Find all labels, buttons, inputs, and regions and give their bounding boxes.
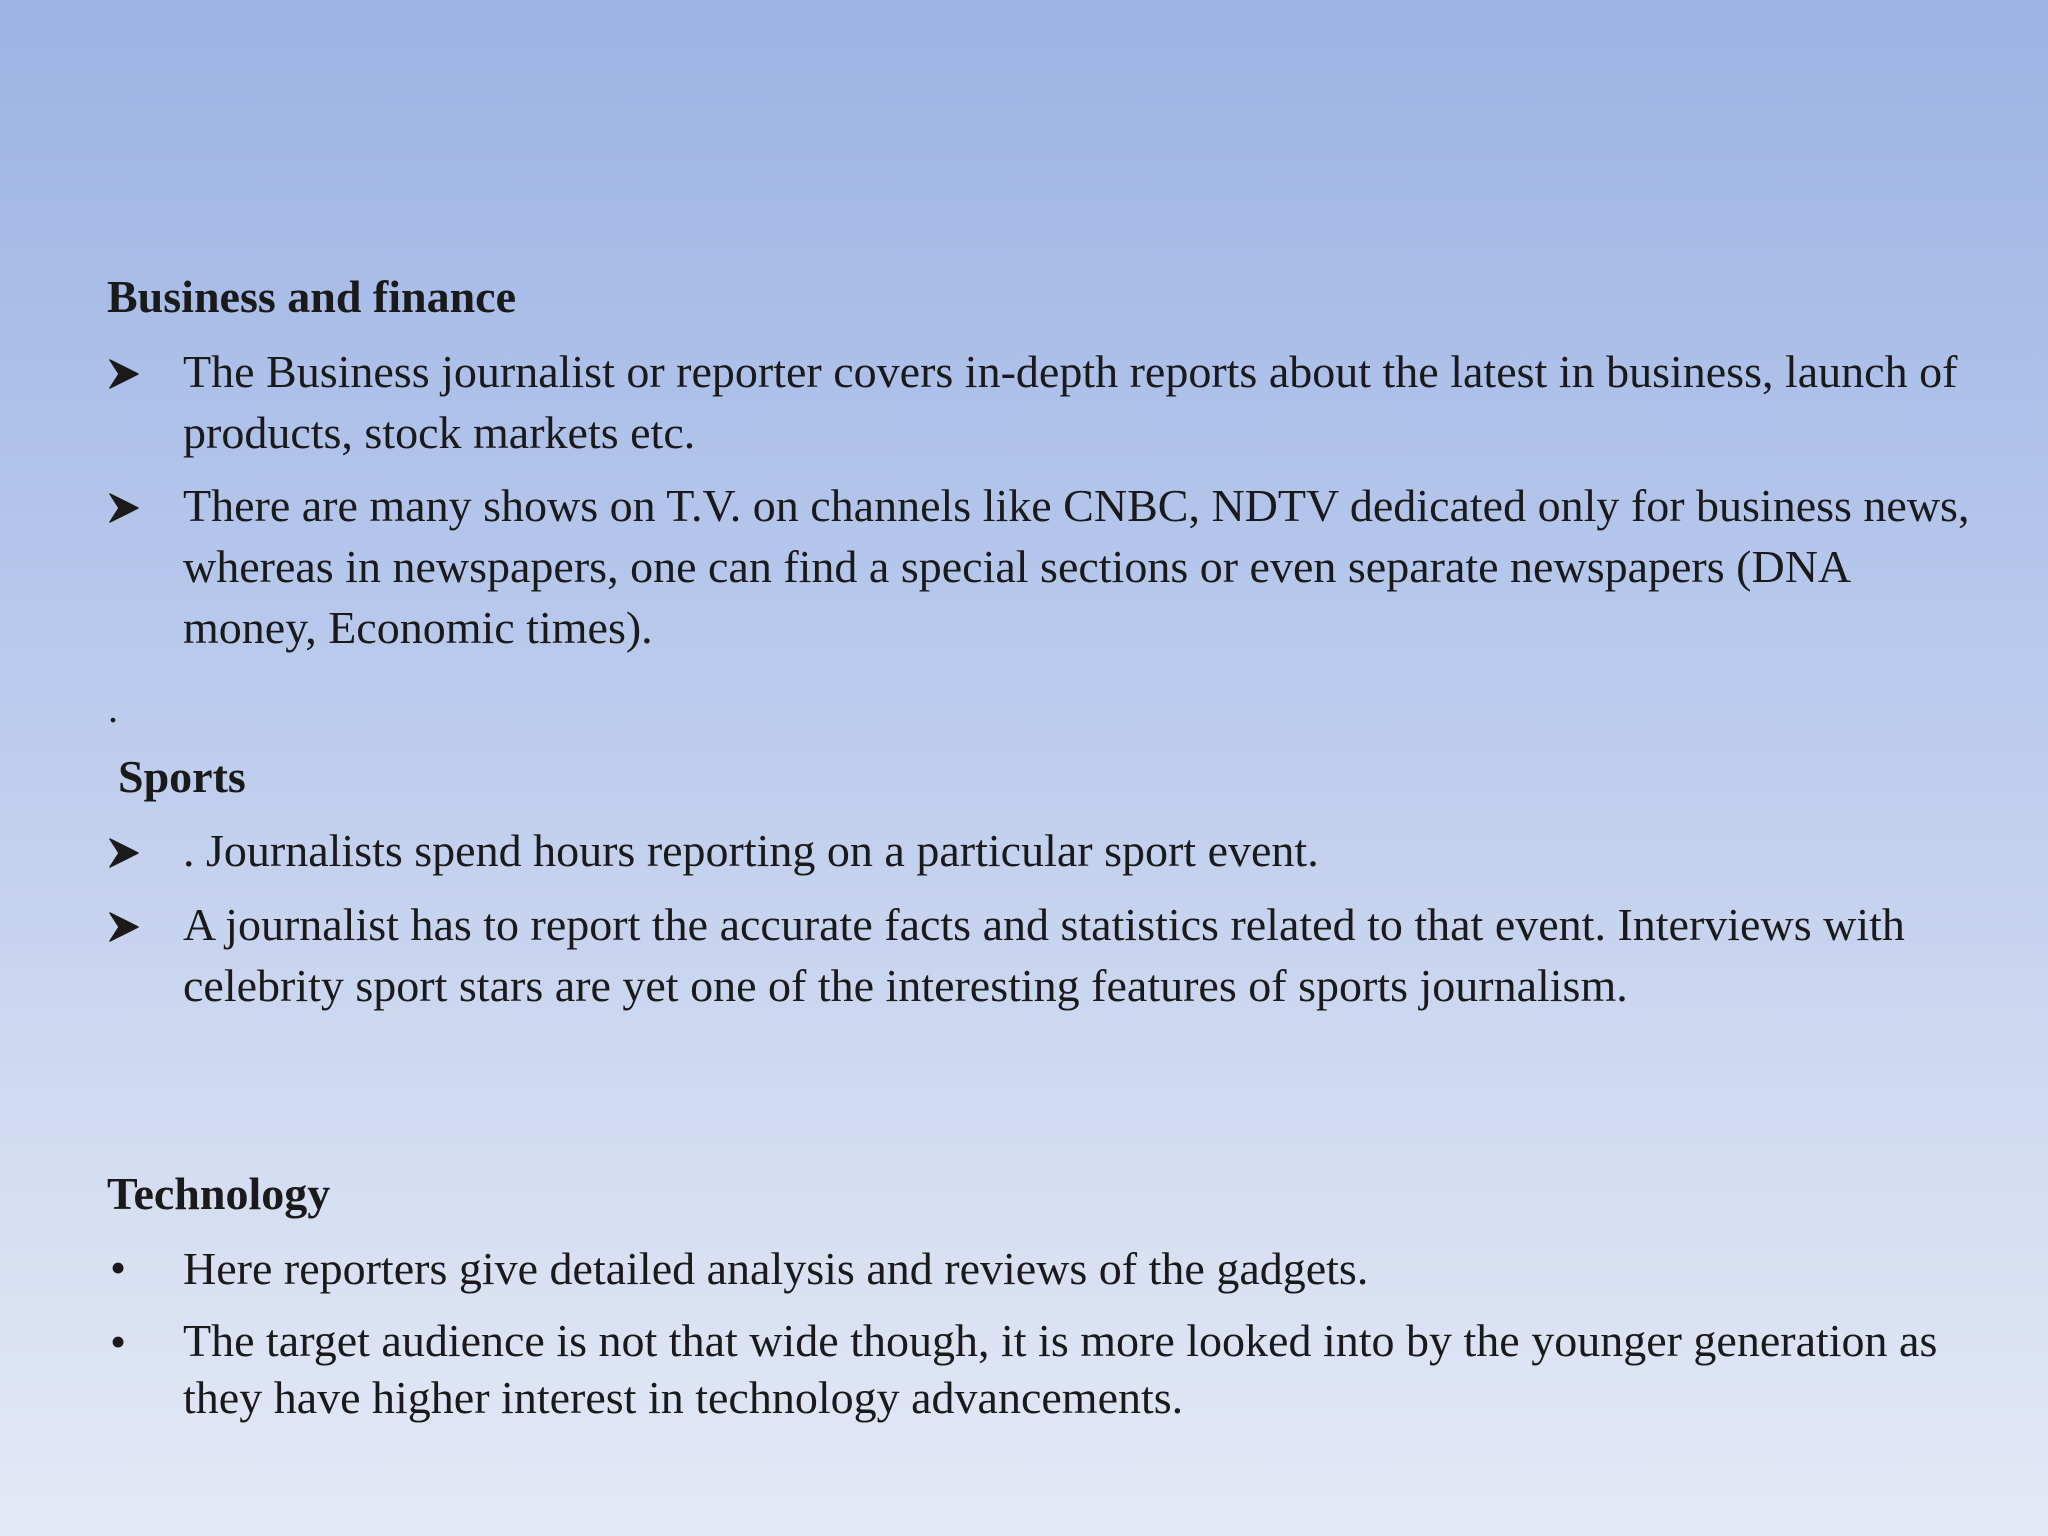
business-item-1: The Business journalist or reporter covers in-depth reports about the latest in business, launch of products, stock markets etc. <box>183 346 1958 458</box>
sports-item-1: . Journalists spend hours reporting on a particular sport event. <box>183 825 1319 876</box>
heading-business-finance: Business and finance <box>107 271 517 322</box>
sports-item-2: A journalist has to report the accurate facts and statistics related to that event. Interviews with celebrity sport stars are yet one of the interesting features of sports journalism. <box>183 899 1905 1011</box>
dot-bullet-icon: • <box>110 1242 127 1293</box>
arrow-bullet-icon <box>108 344 168 390</box>
technology-item-1: Here reporters give detailed analysis and reviews of the gadgets. <box>183 1243 1369 1294</box>
technology-item-2: The target audience is not that wide though, it is more looked into by the younger generation as they have higher interest in technology advancements. <box>183 1315 1938 1423</box>
business-item-2: There are many shows on T.V. on channels like CNBC, NDTV dedicated only for business news, whereas in newspapers, one can find a special sections or even separate newspapers (DNA money, Economic times). <box>183 480 1970 653</box>
arrow-bullet-icon <box>108 823 168 869</box>
arrow-bullet-icon <box>108 897 168 943</box>
heading-technology: Technology <box>107 1168 331 1219</box>
dot-bullet-icon: • <box>110 1316 127 1367</box>
heading-sports: Sports <box>118 751 246 802</box>
separator-dot: . <box>108 686 118 731</box>
arrow-bullet-icon <box>108 478 168 524</box>
